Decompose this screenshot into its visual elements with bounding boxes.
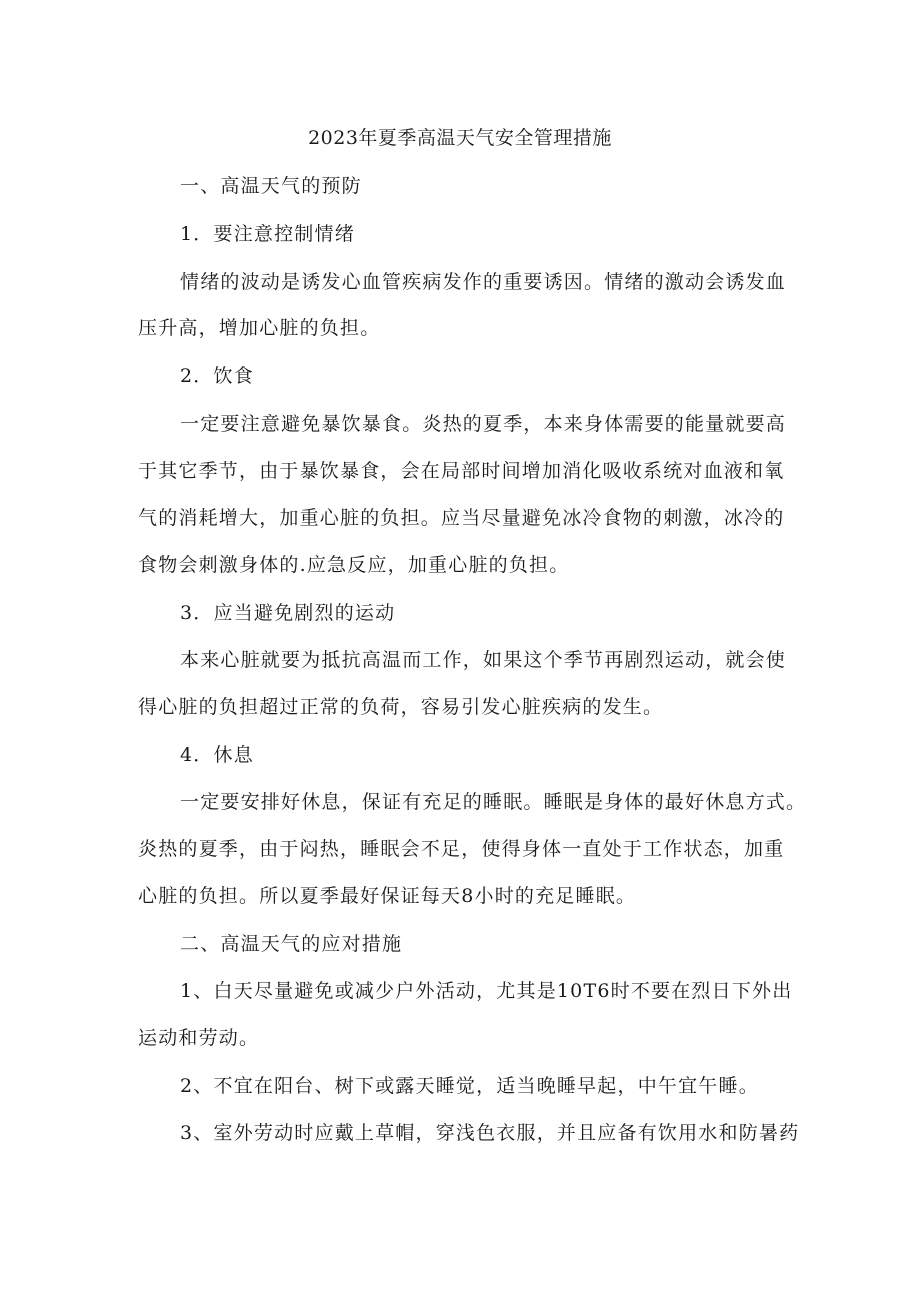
paragraph-line: 气的消耗增大，加重心脏的负担。应当尽量避免冰冷食物的刺激，冰冷的: [138, 507, 785, 529]
section-heading-prevention: 一、高温天气的预防: [180, 175, 362, 197]
paragraph-line: 炎热的夏季，由于闷热，睡眠会不足，使得身体一直处于工作状态，加重: [138, 838, 785, 860]
paragraph-line: 心脏的负担。所以夏季最好保证每天8小时的充足睡眠。: [138, 885, 637, 907]
paragraph-line: 1、白天尽量避免或减少户外活动，尤其是10T6时不要在烈日下外出: [180, 980, 793, 1002]
document-title: 2023年夏季高温天气安全管理措施: [308, 127, 612, 149]
paragraph-line: 情绪的波动是诱发心血管疾病发作的重要诱因。情绪的激动会诱发血: [180, 271, 787, 293]
paragraph-line: 一定要安排好休息，保证有充足的睡眠。睡眠是身体的最好休息方式。: [180, 791, 807, 813]
section-heading-measures: 二、高温天气的应对措施: [180, 933, 403, 955]
paragraph-line: 压升高，增加心脏的负担。: [138, 317, 381, 339]
paragraph-line: 一定要注意避免暴饮暴食。炎热的夏季，本来身体需要的能量就要高: [180, 413, 787, 435]
paragraph-line: 于其它季节，由于暴饮暴食，会在局部时间增加消化吸收系统对血液和氧: [138, 460, 785, 482]
paragraph-line: 得心脏的负担超过正常的负荷，容易引发心脏疾病的发生。: [138, 696, 664, 718]
paragraph-line: 本来心脏就要为抵抗高温而工作，如果这个季节再剧烈运动，就会使: [180, 649, 787, 671]
item-heading-diet: 2．饮食: [180, 365, 254, 387]
item-heading-emotion: 1．要注意控制情绪: [180, 223, 355, 245]
paragraph-line: 3、室外劳动时应戴上草帽，穿浅色衣服，并且应备有饮用水和防暑药: [180, 1122, 800, 1144]
paragraph-line: 2、不宜在阳台、树下或露天睡觉，适当晚睡早起，中午宜午睡。: [180, 1075, 759, 1097]
item-heading-rest: 4．休息: [180, 744, 254, 766]
item-heading-exercise: 3．应当避免剧烈的运动: [180, 602, 396, 624]
paragraph-line: 食物会刺激身体的.应急反应，加重心脏的负担。: [138, 554, 570, 576]
paragraph-line: 运动和劳动。: [138, 1027, 260, 1049]
